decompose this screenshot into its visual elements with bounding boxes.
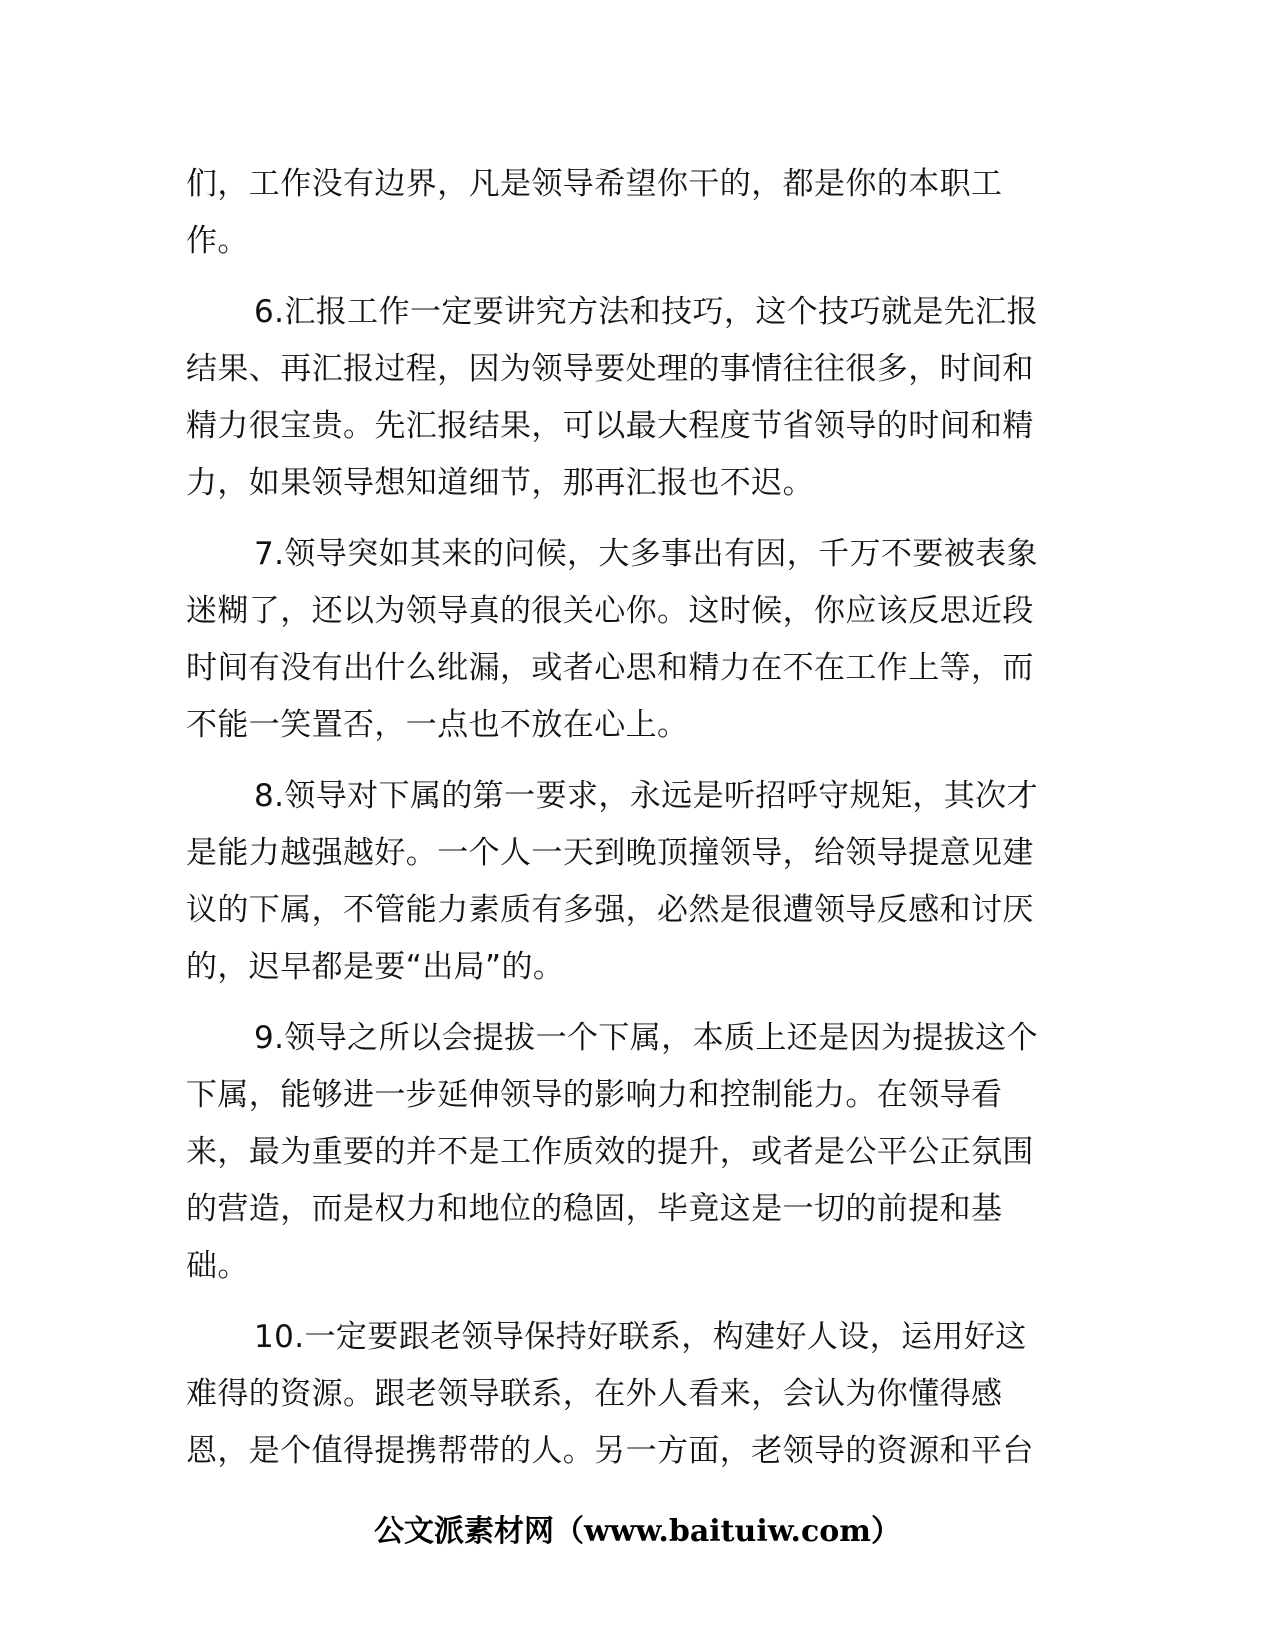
text-line: 6.汇报工作一定要讲究方法和技巧，这个技巧就是先汇报 xyxy=(254,294,1038,330)
text-line: 恩，是个值得提携帮带的人。另一方面，老领导的资源和平台 xyxy=(186,1433,1034,1469)
text-line: 的，迟早都是要“出局”的。 xyxy=(186,949,565,985)
text-line: 们，工作没有边界，凡是领导希望你干的，都是你的本职工 xyxy=(186,166,1003,202)
text-line: 精力很宝贵。先汇报结果，可以最大程度节省领导的时间和精 xyxy=(186,408,1034,444)
text-line: 时间有没有出什么纰漏，或者心思和精力在不在工作上等，而 xyxy=(186,650,1034,686)
text-line: 议的下属，不管能力素质有多强，必然是很遭领导反感和讨厌 xyxy=(186,892,1034,928)
text-line: 8.领导对下属的第一要求，永远是听招呼守规矩，其次才 xyxy=(254,778,1038,814)
text-line: 不能一笑置否，一点也不放在心上。 xyxy=(186,707,689,743)
text-line: 迷糊了，还以为领导真的很关心你。这时候，你应该反思近段 xyxy=(186,593,1034,629)
paragraph-item-6 xyxy=(186,284,1090,512)
text-line: 9.领导之所以会提拔一个下属，本质上还是因为提拔这个 xyxy=(254,1020,1038,1056)
paragraph-continuation xyxy=(186,156,1090,270)
text-line: 作。 xyxy=(186,223,249,259)
paragraph-item-7 xyxy=(186,526,1090,754)
paragraph-item-10 xyxy=(186,1309,1090,1480)
page-footer-watermark: 公文派素材网（www.baituiw.com） xyxy=(373,1514,902,1549)
text-line: 难得的资源。跟老领导联系，在外人看来，会认为你懂得感 xyxy=(186,1376,1003,1412)
paragraph-item-8 xyxy=(186,768,1090,996)
text-line: 来，最为重要的并不是工作质效的提升，或者是公平公正氛围 xyxy=(186,1134,1034,1170)
text-line: 力，如果领导想知道细节，那再汇报也不迟。 xyxy=(186,465,814,501)
text-line: 下属，能够进一步延伸领导的影响力和控制能力。在领导看 xyxy=(186,1077,1003,1113)
text-line: 础。 xyxy=(186,1248,249,1284)
text-line: 10.一定要跟老领导保持好联系，构建好人设，运用好这 xyxy=(254,1319,1027,1355)
text-line: 结果、再汇报过程，因为领导要处理的事情往往很多，时间和 xyxy=(186,351,1034,387)
text-line: 是能力越强越好。一个人一天到晚顶撞领导，给领导提意见建 xyxy=(186,835,1034,871)
document-body xyxy=(186,156,1090,1494)
text-line: 7.领导突如其来的问候，大多事出有因，千万不要被表象 xyxy=(254,536,1038,572)
paragraph-item-9 xyxy=(186,1010,1090,1295)
text-line: 的营造，而是权力和地位的稳固，毕竟这是一切的前提和基 xyxy=(186,1191,1003,1227)
